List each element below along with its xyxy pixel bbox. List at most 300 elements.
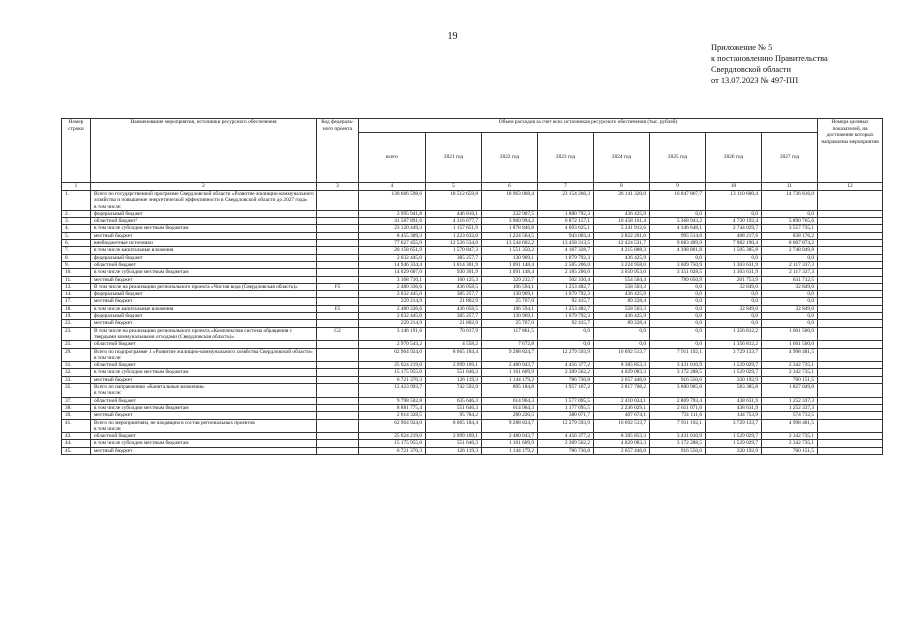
row-number: 41. — [62, 419, 91, 433]
row-code — [317, 384, 359, 398]
row-value: 130 969,1 — [482, 313, 538, 320]
row-value: 0,0 — [650, 283, 706, 290]
row-value: 3 050 953,0 — [594, 269, 650, 276]
row-value: 1 177 095,5 — [538, 404, 594, 411]
row-number: 44. — [62, 440, 91, 447]
row-value: 89 228,4 — [594, 320, 650, 327]
row-value: 1 878 846,8 — [482, 225, 538, 232]
header-total: всего — [359, 133, 426, 183]
row-value: 4 998 481,5 — [762, 348, 818, 362]
row-value: 126 119,3 — [426, 376, 482, 383]
row-number: 35. — [62, 384, 91, 398]
row-value: 21 802,9 — [426, 320, 482, 327]
row-value: 1 223 632,0 — [426, 232, 482, 239]
row-value: 631 712,5 — [762, 276, 818, 283]
row-value: 895 184,8 — [482, 384, 538, 398]
row-value: 0,0 — [706, 298, 762, 305]
row-value: 4 456 377,2 — [538, 433, 594, 440]
row-value: 144 753,9 — [706, 412, 762, 419]
row-name-line: местный бюджет — [94, 276, 133, 283]
row-name — [91, 305, 317, 312]
row-number: 45. — [62, 447, 91, 454]
row-name — [91, 218, 317, 225]
row-value: 4 346 648,1 — [650, 225, 706, 232]
row-number: 29. — [62, 348, 91, 362]
row-value: 1 529 029,7 — [706, 362, 762, 369]
row-value: 14 736 816,0 — [762, 191, 818, 211]
row-name-line: в том числе субсидии местным бюджетам — [94, 269, 189, 276]
row-value: 4 029 083,3 — [594, 369, 650, 376]
row-value: 8 065 184,4 — [426, 419, 482, 433]
header-year: 2027 год — [762, 133, 818, 183]
row-value: 92 415,7 — [538, 320, 594, 327]
row-targets — [818, 313, 883, 320]
row-value: 1 144 179,2 — [482, 376, 538, 383]
row-number: 17. — [62, 298, 91, 305]
row-value: 13 544 602,2 — [482, 240, 538, 247]
row-value: 4 029 083,3 — [594, 440, 650, 447]
row-value: 436 058,5 — [426, 283, 482, 290]
row-name-line: в том числе субсидии местным бюджетам — [94, 440, 189, 447]
table-row — [62, 348, 883, 362]
row-targets — [818, 404, 883, 411]
row-value: 0,0 — [538, 327, 594, 341]
row-targets — [818, 320, 883, 327]
table-row — [62, 404, 883, 411]
row-value: 2 611 071,0 — [650, 404, 706, 411]
row-code — [317, 191, 359, 211]
row-targets — [818, 210, 883, 217]
row-value: 1 079 792,3 — [538, 313, 594, 320]
row-value: 2 585 206,0 — [538, 261, 594, 268]
header-year: 2025 год — [650, 133, 706, 183]
row-value: 4 998 481,5 — [762, 419, 818, 433]
row-value: 6 721 370,3 — [359, 376, 426, 383]
row-value: 8 007 874,2 — [762, 240, 818, 247]
row-value: 1 161 609,9 — [482, 369, 538, 376]
row-targets — [818, 348, 883, 362]
table-row — [62, 298, 883, 305]
row-value: 126 119,3 — [426, 447, 482, 454]
row-code — [317, 362, 359, 369]
row-value: 41 587 891,6 — [359, 218, 426, 225]
row-value: 0,0 — [650, 327, 706, 341]
table-row — [62, 397, 883, 404]
row-code — [317, 313, 359, 320]
table-row — [62, 320, 883, 327]
row-code — [317, 433, 359, 440]
row-value: 3 172 288,5 — [650, 440, 706, 447]
row-value: 1 529 029,7 — [706, 440, 762, 447]
row-value: 106 594,1 — [482, 283, 538, 290]
row-name — [91, 348, 317, 362]
column-number: 5 — [426, 183, 482, 191]
row-value: 0,0 — [650, 291, 706, 298]
row-value: 838 176,2 — [762, 232, 818, 239]
row-value: 5 368 943,2 — [650, 218, 706, 225]
row-number: 25. — [62, 341, 91, 348]
row-name-line: областной бюджет — [94, 362, 136, 369]
row-name-line: местный бюджет — [94, 232, 133, 239]
row-value: 1 601 500,0 — [762, 327, 818, 341]
row-value: 7 672,8 — [482, 341, 538, 348]
row-code — [317, 440, 359, 447]
row-targets — [818, 369, 883, 376]
table-row — [62, 447, 883, 454]
row-targets — [818, 218, 883, 225]
row-value: 2 236 029,1 — [594, 404, 650, 411]
row-targets — [818, 440, 883, 447]
row-value: 760 151,5 — [762, 376, 818, 383]
row-value: 930 301,9 — [426, 269, 482, 276]
row-value: 89 228,4 — [594, 298, 650, 305]
row-name-line: областной бюджет — [94, 341, 136, 348]
row-targets — [818, 276, 883, 283]
table-header — [62, 119, 883, 191]
row-name-line: внебюджетные источники — [94, 240, 153, 247]
row-value: 6 872 157,1 — [538, 218, 594, 225]
column-number: 4 — [359, 183, 426, 191]
row-name — [91, 447, 317, 454]
row-name-line: федеральный бюджет — [94, 313, 143, 320]
row-value: 0,0 — [538, 341, 594, 348]
row-value: 2 999 169,1 — [426, 433, 482, 440]
row-targets — [818, 240, 883, 247]
row-value: 551 646,3 — [426, 369, 482, 376]
row-name — [91, 232, 317, 239]
row-value: 943 003,4 — [538, 232, 594, 239]
row-targets — [818, 269, 883, 276]
row-number: 33. — [62, 376, 91, 383]
row-name-line: в том числе: — [94, 354, 122, 361]
row-value: 2 342 735,1 — [762, 369, 818, 376]
table-row — [62, 369, 883, 376]
row-value: 0,0 — [650, 341, 706, 348]
row-name-line: федеральный бюджет — [94, 210, 143, 217]
row-value: 92 415,7 — [538, 298, 594, 305]
row-targets — [818, 362, 883, 369]
row-value: 1 014 301,9 — [426, 261, 482, 268]
row-number: 9. — [62, 261, 91, 268]
row-value: 2 389 562,2 — [538, 440, 594, 447]
row-value: 1 529 029,7 — [706, 369, 762, 376]
row-value: 1 577 095,5 — [538, 397, 594, 404]
row-value: 0,0 — [650, 320, 706, 327]
table-row — [62, 327, 883, 341]
row-value: 995 514,6 — [650, 232, 706, 239]
row-value: 2 817 708,2 — [594, 384, 650, 398]
row-value: 13 458 313,5 — [538, 240, 594, 247]
table-row — [62, 240, 883, 247]
row-value: 1 356 812,2 — [706, 327, 762, 341]
row-code — [317, 232, 359, 239]
header-year: 2024 год — [594, 133, 650, 183]
row-value: 558 503,3 — [594, 283, 650, 290]
row-value: 12 423 993,7 — [359, 384, 426, 398]
row-value: 1 157 651,9 — [426, 225, 482, 232]
row-number: 23. — [62, 327, 91, 341]
row-code — [317, 298, 359, 305]
table-row — [62, 225, 883, 232]
row-value: 280 220,5 — [482, 412, 538, 419]
row-name — [91, 320, 317, 327]
row-value: 786 730,8 — [538, 376, 594, 383]
row-value: 408 217,6 — [706, 232, 762, 239]
row-value: 4 720 192,4 — [706, 218, 762, 225]
row-value: 1 091 148,4 — [482, 269, 538, 276]
row-number: 5. — [62, 232, 91, 239]
row-name — [91, 240, 317, 247]
row-value: 9 288 824,7 — [482, 348, 538, 362]
table-row — [62, 232, 883, 239]
row-number: 43. — [62, 433, 91, 440]
row-code — [317, 412, 359, 419]
row-value: 3 431 010,9 — [650, 433, 706, 440]
row-value: 1 356 812,2 — [706, 341, 762, 348]
row-code — [317, 247, 359, 254]
row-value: 385 257,7 — [426, 313, 482, 320]
row-name — [91, 440, 317, 447]
row-value: 2 748 049,8 — [762, 247, 818, 254]
row-name — [91, 376, 317, 383]
row-value: 0,0 — [762, 313, 818, 320]
row-name-line: в том числе капитальные вложения — [94, 305, 174, 312]
row-value: 558 503,3 — [594, 305, 650, 312]
row-value: 18 512 659,8 — [426, 191, 482, 211]
row-value: 12 526 534,0 — [426, 240, 482, 247]
row-value: 1 957 167,2 — [538, 384, 594, 398]
row-number: 22. — [62, 320, 91, 327]
row-value: 229 214,9 — [359, 298, 426, 305]
row-targets — [818, 447, 883, 454]
header-year: 2026 год — [706, 133, 762, 183]
expenses-table-wrapper — [61, 118, 882, 455]
table-row — [62, 276, 883, 283]
row-value: 1 827 049,8 — [762, 384, 818, 398]
table-row — [62, 261, 883, 268]
header-volume: Объем расходов за счет всех источников ресурсного обеспечения (тыс. рублей) — [359, 119, 818, 133]
row-value: 1 091 148,4 — [482, 261, 538, 268]
row-number: 39. — [62, 412, 91, 419]
row-targets — [818, 291, 883, 298]
table-row — [62, 313, 883, 320]
row-value: 0,0 — [650, 298, 706, 305]
row-value: 0,0 — [650, 305, 706, 312]
row-targets — [818, 384, 883, 398]
row-value: 3 729 133,7 — [706, 419, 762, 433]
row-name — [91, 404, 317, 411]
row-name — [91, 369, 317, 376]
row-number: 37. — [62, 397, 91, 404]
row-value: 12 279 593,9 — [538, 419, 594, 433]
row-value: 2 032 445,0 — [359, 291, 426, 298]
row-value: 0,0 — [650, 210, 706, 217]
row-name — [91, 261, 317, 268]
row-value: 1 253 482,7 — [538, 305, 594, 312]
row-value: 446 816,1 — [426, 210, 482, 217]
row-value: 1 880 792,3 — [538, 210, 594, 217]
row-value: 554 504,4 — [594, 276, 650, 283]
table-row — [62, 218, 883, 225]
row-name-line: в том числе: — [94, 203, 122, 210]
row-name-line: в том числе субсидии местным бюджетам — [94, 404, 189, 411]
row-code: F5 — [317, 283, 359, 290]
row-value: 1 252 337,3 — [762, 404, 818, 411]
row-value: 20 158 651,9 — [359, 247, 426, 254]
row-value: 1 570 847,3 — [426, 247, 482, 254]
row-name-line: Всего по подпрограмме 1 «Развитие жилищно-коммунального хозяйства Свердловской области» — [94, 348, 313, 355]
row-value: 3 168 710,1 — [359, 276, 426, 283]
table-body — [62, 191, 883, 455]
row-name-line: областной бюджет¹ — [94, 218, 138, 225]
row-value: 551 646,3 — [426, 404, 482, 411]
row-value: 742 592,9 — [426, 384, 482, 398]
row-value: 77 627 455,9 — [359, 240, 426, 247]
column-number: 1 — [62, 183, 91, 191]
row-value: 1 079 792,3 — [538, 291, 594, 298]
row-value: 23 154 266,3 — [538, 191, 594, 211]
row-number: 32. — [62, 369, 91, 376]
row-value: 574 712,5 — [762, 412, 818, 419]
row-value: 0,0 — [706, 254, 762, 261]
appendix-line: от 13.07.2023 № 497-ПП — [711, 76, 799, 85]
column-number: 8 — [594, 183, 650, 191]
table-row — [62, 384, 883, 398]
row-value: 0,0 — [706, 313, 762, 320]
row-value: 130 969,1 — [482, 291, 538, 298]
row-name — [91, 384, 317, 398]
header-name: Наименование мероприятия, источники ресурсного обеспечения — [91, 119, 317, 183]
row-value: 330 192,9 — [706, 447, 762, 454]
header-code: Код федераль-ного проекта — [317, 119, 359, 183]
row-value: 5 341 912,6 — [594, 225, 650, 232]
row-code — [317, 447, 359, 454]
expenses-table — [61, 118, 883, 455]
row-value: 1 505 385,8 — [706, 247, 762, 254]
row-value: 614 964,3 — [482, 404, 538, 411]
row-value: 436 425,9 — [594, 313, 650, 320]
row-number: 19. — [62, 313, 91, 320]
row-value: 0,0 — [706, 210, 762, 217]
row-value: 2 342 735,1 — [762, 440, 818, 447]
row-value: 786 730,8 — [538, 447, 594, 454]
row-number: 6. — [62, 240, 91, 247]
column-number: 10 — [706, 183, 762, 191]
row-value: 2 614 328,5 — [359, 412, 426, 419]
row-code — [317, 225, 359, 232]
row-value: 8 455 309,3 — [359, 232, 426, 239]
row-name — [91, 298, 317, 305]
row-value: 438 631,9 — [706, 397, 762, 404]
row-value: 23 120 449,3 — [359, 225, 426, 232]
row-value: 551 646,3 — [426, 440, 482, 447]
row-name — [91, 341, 317, 348]
row-code — [317, 419, 359, 433]
row-value: 2 995 941,8 — [359, 210, 426, 217]
row-value: 2 657 446,0 — [594, 376, 650, 383]
row-number: 1. — [62, 191, 91, 211]
row-value: 635 646,3 — [426, 397, 482, 404]
row-number: 11. — [62, 276, 91, 283]
row-value: 9 683 409,9 — [650, 240, 706, 247]
row-value: 21 802,9 — [426, 298, 482, 305]
row-value: 62 964 924,0 — [359, 419, 426, 433]
row-value: 583 385,8 — [706, 384, 762, 398]
row-value: 201 753,9 — [706, 276, 762, 283]
table-row — [62, 191, 883, 211]
header-row-no: Номер строки — [62, 119, 91, 183]
row-value: 436 425,9 — [594, 254, 650, 261]
row-name-line: Всего по государственной программе Свердловской области «Развитие жилищно-коммунального хозяйства и повышение энергетической эффективности в Свердловской области до 2027 года» — [94, 191, 314, 204]
row-code — [317, 240, 359, 247]
row-name — [91, 362, 317, 369]
row-value: 916 550,6 — [650, 376, 706, 383]
row-value: 0,0 — [762, 210, 818, 217]
row-value: 1 601 500,0 — [762, 341, 818, 348]
row-value: 614 964,3 — [482, 397, 538, 404]
row-value: 438 631,9 — [706, 404, 762, 411]
row-value: 32 849,0 — [762, 305, 818, 312]
row-code — [317, 261, 359, 268]
row-name — [91, 269, 317, 276]
row-value: 3 172 288,5 — [650, 369, 706, 376]
row-targets — [818, 397, 883, 404]
row-value: 385 257,7 — [426, 254, 482, 261]
row-value: 436 425,9 — [594, 210, 650, 217]
row-value: 1 224 564,5 — [482, 232, 538, 239]
row-value: 789 050,9 — [650, 276, 706, 283]
row-name-line: Всего по мероприятиям, не входящим в состав региональных проектов — [94, 419, 255, 426]
row-value: 3 146 191,6 — [359, 327, 426, 341]
row-value: 2 970 543,2 — [359, 341, 426, 348]
row-value: 0,0 — [706, 320, 762, 327]
row-name-line: местный бюджет — [94, 376, 133, 383]
table-row — [62, 283, 883, 290]
row-value: 7 982 190,4 — [706, 240, 762, 247]
appendix-note — [711, 42, 828, 86]
row-value: 2 410 034,1 — [594, 397, 650, 404]
row-value: 1 252 337,3 — [762, 397, 818, 404]
row-value: 4 167 328,7 — [538, 247, 594, 254]
row-targets — [818, 232, 883, 239]
row-value: 0,0 — [594, 341, 650, 348]
row-value: 2 822 201,0 — [594, 232, 650, 239]
row-value: 15 175 955,0 — [359, 440, 426, 447]
row-name — [91, 276, 317, 283]
row-value: 2 342 735,1 — [762, 433, 818, 440]
row-value: 0,0 — [762, 291, 818, 298]
row-value: 4 558,2 — [426, 341, 482, 348]
header-year: 2022 год — [482, 133, 538, 183]
page-number: 19 — [447, 31, 458, 42]
column-number: 7 — [538, 183, 594, 191]
row-name — [91, 327, 317, 341]
column-number: 2 — [91, 183, 317, 191]
row-value: 3 600 905,0 — [650, 384, 706, 398]
row-value: 18 963 068,4 — [482, 191, 538, 211]
row-value: 436 425,9 — [594, 291, 650, 298]
row-value: 4 316 677,7 — [426, 218, 482, 225]
row-value: 5 890 765,6 — [762, 218, 818, 225]
row-value: 385 257,7 — [426, 291, 482, 298]
row-code — [317, 341, 359, 348]
header-targets: Номера целевых показателей, на достижение которых направлены мероприятия — [818, 119, 883, 183]
row-value: 2 480 336,6 — [359, 283, 426, 290]
row-value: 1 144 179,2 — [482, 447, 538, 454]
row-value: 3 729 133,7 — [706, 348, 762, 362]
row-value: 2 032 445,0 — [359, 254, 426, 261]
header-year: 2021 год — [426, 133, 482, 183]
